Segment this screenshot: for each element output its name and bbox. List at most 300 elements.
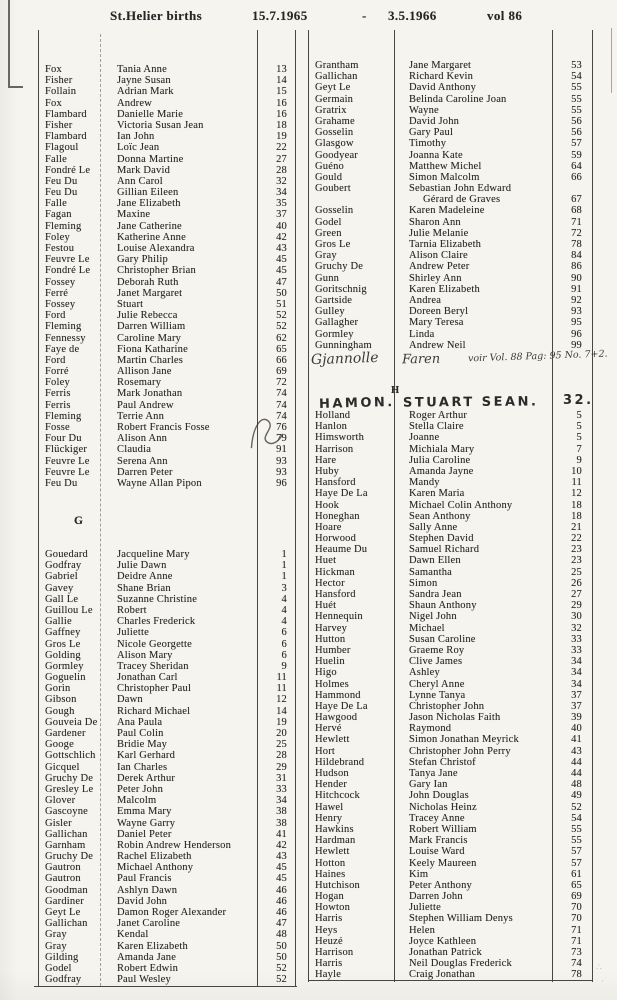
given-names-cell: Tarnia Elizabeth	[409, 239, 482, 250]
given-names-cell: Paul Francis	[117, 873, 172, 885]
table-row	[308, 150, 592, 161]
surname-cell: Gardiner	[45, 895, 84, 907]
given-names-cell: Wayne Garry	[117, 817, 176, 829]
surname-cell: Hanlon	[315, 421, 348, 433]
given-names-cell: Amanda Jayne	[409, 465, 474, 477]
page-number-cell: 46	[276, 895, 287, 907]
given-names-cell: Donna Martine	[117, 153, 184, 165]
table-row	[38, 974, 295, 985]
page-number-cell: 34	[276, 795, 287, 807]
surname-cell: Germain	[315, 93, 354, 105]
page-number-cell: 12	[276, 694, 287, 706]
table-row	[308, 589, 592, 600]
table-row	[308, 183, 592, 194]
surname-cell: Feu Du	[45, 175, 78, 187]
given-names-cell: Fiona Katharine	[117, 343, 188, 355]
table-row	[38, 109, 295, 120]
page-number-cell: 67	[571, 194, 582, 206]
table-row	[308, 679, 592, 690]
table-row	[308, 634, 592, 645]
page-number-cell: 46	[276, 884, 287, 896]
surname-cell: Gruchy De	[45, 772, 94, 784]
page-number-cell: 93	[276, 455, 287, 467]
given-names-cell: Helen	[409, 924, 436, 936]
table-row	[308, 250, 592, 261]
page-number-cell: 55	[571, 82, 582, 94]
page-number-cell: 93	[276, 466, 287, 478]
table-row	[308, 869, 592, 880]
table-row	[308, 500, 592, 511]
given-names-cell: Alison Claire	[409, 250, 468, 262]
surname-cell: Hardman	[315, 835, 356, 847]
surname-cell: Googe	[45, 739, 74, 751]
table-row	[38, 86, 295, 97]
given-names-cell: Joanne	[409, 432, 440, 444]
table-row	[38, 120, 295, 131]
given-names-cell: Wayne Allan Pipon	[117, 477, 202, 489]
table-row	[38, 627, 295, 638]
surname-cell: Hort	[315, 745, 336, 757]
page-number-cell: 1	[281, 560, 287, 572]
surname-cell: Gormley	[45, 660, 84, 672]
given-names-cell: Katherine Anne	[117, 231, 186, 243]
surname-cell: Hector	[315, 577, 345, 589]
table-row	[308, 116, 592, 127]
table-row	[38, 818, 295, 829]
table-row	[308, 555, 592, 566]
table-row	[308, 306, 592, 317]
page-number-cell: 57	[571, 857, 582, 869]
table-row	[38, 165, 295, 176]
given-names-cell: Joyce Kathleen	[409, 935, 477, 947]
given-names-cell: Paul Wesley	[117, 974, 171, 986]
surname-cell: Festou	[45, 243, 75, 254]
surname-cell: Harris	[315, 913, 343, 925]
page-number-cell: 62	[276, 332, 287, 344]
given-names-cell: Emma Mary	[117, 806, 172, 818]
surname-cell: Glover	[45, 795, 76, 807]
page-number-cell: 37	[571, 700, 582, 712]
page-number-cell	[542, 183, 592, 194]
page-number-cell: 99	[571, 339, 582, 351]
table-row	[308, 925, 592, 936]
table-row	[308, 329, 592, 340]
page-number-cell: 28	[276, 750, 287, 762]
table-row	[308, 522, 592, 533]
page-number-cell: 25	[276, 739, 287, 751]
page-number-cell: 96	[571, 328, 582, 340]
page-number-cell: 14	[276, 75, 287, 87]
page-number-cell: 44	[571, 756, 582, 768]
surname-cell: Hawkins	[315, 823, 354, 835]
page-number-cell: 43	[276, 243, 287, 254]
given-names-cell: Gary Philip	[117, 254, 168, 266]
given-names-cell: Ian Charles	[117, 761, 168, 773]
surname-cell: Flambard	[45, 108, 87, 120]
page-number-cell: 73	[571, 947, 582, 958]
table-row	[308, 284, 592, 295]
table-row	[308, 757, 592, 768]
table-row	[38, 333, 295, 344]
table-row	[38, 299, 295, 310]
surname-cell: Gros Le	[315, 239, 351, 250]
table-row	[308, 667, 592, 678]
table-row	[308, 902, 592, 913]
table-row	[308, 947, 592, 958]
given-names-cell: Robin Andrew Henderson	[117, 839, 232, 851]
given-names-cell: Richard Kevin	[409, 71, 474, 83]
handwritten-surname-hamon: HAMON.	[318, 395, 395, 412]
surname-cell: Gallichan	[45, 828, 88, 840]
page-number-cell: 45	[276, 873, 287, 885]
page-number-cell: 34	[571, 667, 582, 679]
page-number-cell: 9	[576, 454, 582, 466]
table-row	[38, 154, 295, 165]
table-row	[38, 209, 295, 220]
page-number-cell: 55	[571, 93, 582, 105]
date-separator-dash: -	[362, 8, 367, 23]
table-row	[308, 82, 592, 93]
table-row	[308, 466, 592, 477]
page-number-cell: 57	[571, 846, 582, 858]
page-number-cell: 55	[571, 823, 582, 835]
table-row	[308, 880, 592, 891]
surname-cell: Huelin	[315, 656, 345, 668]
page-number-cell: 55	[571, 104, 582, 116]
page-number-cell: 76	[276, 422, 287, 433]
page-number-cell: 4	[281, 593, 287, 605]
given-names-cell: Stephen William Denys	[409, 913, 513, 925]
surname-cell: Hansford	[315, 589, 356, 600]
table-row	[308, 273, 592, 284]
given-names-cell: Andrea	[409, 294, 442, 306]
page-number-cell: 1	[281, 549, 287, 560]
surname-cell: Goguelin	[45, 672, 86, 684]
surname-cell: Fox	[45, 97, 62, 109]
page-number-cell: 16	[276, 97, 287, 109]
table-row	[38, 717, 295, 728]
page-number-cell: 68	[571, 205, 582, 217]
surname-cell: Foley	[45, 231, 70, 243]
table-row	[38, 571, 295, 582]
surname-cell: Gicquel	[45, 761, 80, 773]
given-names-cell: Rosemary	[117, 377, 162, 389]
given-names-cell: Janet Caroline	[117, 918, 181, 930]
given-names-cell: Louise Alexandra	[117, 243, 195, 254]
surname-cell: Harris	[315, 958, 343, 970]
surname-cell: Hawel	[315, 801, 344, 813]
page-number-cell: 72	[571, 227, 582, 239]
given-names-cell: Kendal	[117, 929, 149, 941]
surname-cell: Grahame	[315, 115, 355, 127]
given-names-cell: Joanna Kate	[409, 149, 463, 161]
table-row	[38, 131, 295, 142]
page-number-cell: 74	[276, 399, 287, 411]
page-number-cell: 18	[571, 510, 582, 522]
page-number-cell: 15	[276, 86, 287, 98]
surname-cell: Hawgood	[315, 712, 358, 724]
surname-cell: Feuvre Le	[45, 254, 90, 266]
table-row	[38, 885, 295, 896]
given-names-cell: Stefan Christof	[409, 756, 476, 768]
handwritten-given-name-stuart-sean: STUART SEAN.	[402, 394, 539, 411]
page-number-cell: 70	[571, 913, 582, 925]
surname-cell: Goubert	[315, 183, 351, 195]
surname-cell: Holland	[315, 410, 351, 421]
surname-cell: Heuzé	[315, 935, 343, 947]
table-row	[38, 243, 295, 254]
table-row	[308, 60, 592, 71]
page-number-cell: 39	[571, 712, 582, 724]
table-row	[38, 176, 295, 187]
surname-cell: Fossey	[45, 298, 76, 310]
given-names-cell: Shane Brian	[117, 582, 171, 594]
surname-cell: Gibson	[45, 694, 77, 706]
surname-cell: Glasgow	[315, 138, 354, 150]
page-number-cell: 42	[276, 231, 287, 243]
page-number-cell: 43	[276, 851, 287, 863]
given-names-cell: Karl Gerhard	[117, 750, 176, 762]
pencil-smudge: ·	[601, 976, 604, 986]
page-number-cell: 41	[571, 734, 582, 746]
given-names-cell: Lynne Tanya	[409, 689, 466, 701]
surname-cell: Hitchcock	[315, 790, 360, 802]
surname-cell: Gallie	[45, 616, 72, 628]
surname-cell: Hansford	[315, 477, 356, 489]
given-names-cell: Karen Madeleine	[409, 205, 485, 217]
surname-cell: Gautron	[45, 862, 81, 874]
surname-cell: Heys	[315, 924, 338, 936]
page-number-cell: 38	[276, 817, 287, 829]
table-row	[38, 366, 295, 377]
surname-cell: Hutton	[315, 633, 346, 645]
given-names-cell: Simon	[409, 577, 438, 589]
table-row	[38, 616, 295, 627]
page-number-cell: 72	[276, 377, 287, 389]
given-names-cell: Christopher Paul	[117, 683, 192, 695]
page-number-cell: 10	[571, 465, 582, 477]
page-number-cell: 69	[571, 891, 582, 903]
page-number-cell: 4	[281, 604, 287, 616]
table-row	[38, 377, 295, 388]
given-names-cell: Stephen David	[409, 533, 474, 545]
page-number-cell: 30	[571, 611, 582, 623]
given-names-cell: Shaun Anthony	[409, 600, 477, 612]
page-number-cell: 50	[276, 951, 287, 963]
page-number-cell: 66	[571, 171, 582, 183]
given-names-cell: Sebastian John Edward	[409, 183, 512, 195]
page-number-cell: 78	[571, 239, 582, 250]
table-row	[308, 477, 592, 488]
table-row	[38, 549, 295, 560]
section-label-h: H	[391, 385, 401, 396]
table-row	[308, 913, 592, 924]
given-names-cell: Caroline Mary	[117, 332, 182, 344]
section-label-g: G	[74, 515, 84, 527]
table-row	[308, 600, 592, 611]
table-row	[38, 388, 295, 399]
surname-cell: Hickman	[315, 566, 355, 578]
surname-cell: Gavey	[45, 582, 74, 594]
surname-cell: Gunn	[315, 272, 340, 284]
page-number-cell: 48	[276, 929, 287, 941]
given-names-cell: Samantha	[409, 566, 453, 578]
page-number-cell: 37	[571, 689, 582, 701]
surname-cell: Hervé	[315, 723, 342, 735]
page-number-cell: 84	[571, 250, 582, 262]
table-row	[308, 239, 592, 250]
table-row	[38, 873, 295, 884]
given-names-cell: Linda	[409, 328, 435, 340]
given-names-cell: Christopher Brian	[117, 265, 196, 277]
given-names-cell: Gillian Eileen	[117, 187, 179, 199]
surname-cell: Howton	[315, 902, 351, 914]
given-names-cell: Robert	[117, 604, 147, 616]
page-number-cell: 21	[571, 521, 582, 533]
page-number-cell: 9	[281, 660, 287, 672]
surname-cell: Ferris	[45, 388, 71, 400]
page-number-cell: 28	[276, 164, 287, 176]
table-row	[38, 98, 295, 109]
table-row	[38, 64, 295, 75]
surname-cell: Feuvre Le	[45, 455, 90, 467]
volume-label: vol 86	[487, 8, 523, 23]
table-row	[38, 795, 295, 806]
given-names-cell: David John	[117, 895, 168, 907]
table-row	[38, 75, 295, 86]
table-row	[308, 779, 592, 790]
given-names-cell: Graeme Roy	[409, 644, 465, 656]
table-row	[38, 344, 295, 355]
given-names-cell: Damon Roger Alexander	[117, 907, 227, 918]
table-row	[308, 295, 592, 306]
surname-cell: Gray	[315, 250, 337, 262]
page-number-cell: 19	[276, 716, 287, 728]
given-names-cell: Christopher John Perry	[409, 745, 511, 757]
page-number-cell: 52	[276, 962, 287, 974]
given-names-cell: Derek Arthur	[117, 772, 176, 784]
table-row	[308, 712, 592, 723]
table-row	[38, 694, 295, 705]
surname-cell: Guillou Le	[45, 604, 93, 616]
page-number-cell: 65	[276, 343, 287, 355]
surname-cell: Fox	[45, 64, 62, 75]
given-names-cell: Jayne Susan	[117, 75, 171, 87]
surname-cell: Godel	[315, 216, 342, 228]
given-names-cell: Michael Anthony	[117, 862, 194, 874]
given-names-cell: Stella Claire	[409, 421, 464, 433]
table-row	[38, 187, 295, 198]
page-number-cell: 12	[571, 488, 582, 500]
table-row	[38, 288, 295, 299]
page-number-cell: 11	[276, 683, 287, 695]
given-names-cell: Ann Carol	[117, 175, 163, 187]
table-row	[38, 400, 295, 411]
table-row	[308, 835, 592, 846]
surname-cell: Godfray	[45, 974, 82, 986]
page-number-cell: 33	[571, 644, 582, 656]
table-row	[308, 217, 592, 228]
page-number-cell: 1	[281, 571, 287, 583]
page-number-cell: 74	[276, 410, 287, 422]
given-names-cell: Maxine	[117, 209, 151, 221]
surname-cell: Honeghan	[315, 510, 360, 522]
table-row	[308, 813, 592, 824]
table-row	[308, 623, 592, 634]
handwritten-reference-note: voir Vol. 88 Pag: 95 No. 7+2.	[467, 348, 608, 365]
given-names-cell: Michael	[409, 622, 445, 634]
page-number-cell: 91	[276, 444, 287, 456]
given-names-cell: Craig Jonathan	[409, 969, 476, 981]
surname-cell: Gautron	[45, 873, 81, 885]
surname-cell: Gosselin	[315, 205, 354, 217]
table-row	[38, 254, 295, 265]
surname-cell: Heaume Du	[315, 544, 368, 556]
page-number-cell: 79	[276, 433, 287, 445]
birth-index-g-continued-rows	[308, 60, 592, 351]
given-names-cell: Ashley	[409, 667, 440, 679]
given-names-cell: Karen Elizabeth	[409, 283, 480, 295]
surname-cell: Fondré Le	[45, 164, 91, 176]
page-number-cell: 32	[571, 622, 582, 634]
table-row	[308, 432, 592, 443]
given-names-cell: Daniel Peter	[117, 828, 172, 840]
surname-cell: Haines	[315, 868, 346, 880]
page-number-cell: 70	[571, 902, 582, 914]
given-names-cell: Jane Margaret	[409, 60, 472, 71]
given-names-cell: Andrew Peter	[409, 261, 470, 273]
surname-cell: Gresley Le	[45, 783, 94, 795]
given-names-cell: Christopher John	[409, 700, 485, 712]
table-row	[308, 138, 592, 149]
given-names-cell: Robert William	[409, 823, 477, 835]
page-number-cell: 23	[571, 544, 582, 556]
given-names-cell: Bridie May	[117, 739, 168, 751]
page-title: St.Helier births	[110, 8, 203, 23]
page-number-cell: 6	[281, 638, 287, 650]
table-row	[308, 544, 592, 555]
surname-cell: Falle	[45, 153, 67, 165]
given-names-cell: Tania Anne	[117, 64, 167, 75]
surname-cell: Hildebrand	[315, 756, 365, 768]
given-names-cell: Sharon Ann	[409, 216, 461, 228]
surname-cell: Hoare	[315, 521, 342, 533]
table-row	[38, 321, 295, 332]
given-names-cell: Jonathan Carl	[117, 672, 178, 684]
page-number-cell: 14	[276, 705, 287, 717]
surname-cell: Horwood	[315, 533, 357, 545]
given-names-cell: Julie Melanie	[409, 227, 469, 239]
table-row	[38, 907, 295, 918]
page-number-cell: 16	[276, 108, 287, 120]
given-names-cell: Andrew	[117, 97, 153, 109]
page-number-cell: 90	[571, 272, 582, 284]
given-names-cell: Michiala Mary	[409, 443, 475, 455]
given-names-cell: Susan Caroline	[409, 633, 476, 645]
table-row	[38, 862, 295, 873]
table-row	[38, 672, 295, 683]
surname-cell: Ferris	[45, 399, 71, 411]
table-bottom-rule	[34, 986, 297, 987]
given-names-cell: Martin Charles	[117, 354, 184, 366]
page-number-cell: 37	[276, 209, 287, 221]
table-row	[308, 127, 592, 138]
surname-cell: Gallichan	[45, 918, 88, 930]
page-number-cell: 18	[276, 119, 287, 131]
surname-cell: Fossey	[45, 276, 76, 288]
given-names-cell: Sean Anthony	[409, 510, 471, 522]
page-number-cell: 35	[276, 198, 287, 210]
